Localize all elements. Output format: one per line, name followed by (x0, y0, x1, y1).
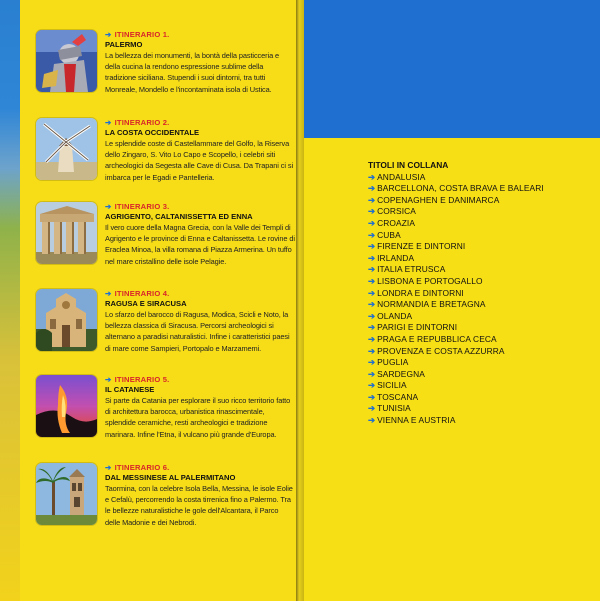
blue-header-band (304, 0, 600, 138)
arrow-right-icon: ➔ (368, 241, 376, 252)
itinerary-description: Taormina, con la celebre Isola Bella, Messina, le isole Eolie e Cefalù, percorrendo la costa tirrenica fino a Palermo. Tra le bellezze naturalistiche le gole dell'Alcantara, il Parco delle Madonie e dei Nebrodi. (105, 484, 293, 527)
arrow-right-icon: ➔ (105, 289, 112, 298)
series-title-item (368, 241, 588, 253)
arrow-right-icon: ➔ (368, 391, 376, 402)
photo-windmill (36, 118, 97, 180)
series-title-label: BARCELLONA, COSTA BRAVA E BALEARI (377, 183, 544, 194)
series-title-label: PRAGA E REPUBBLICA CECA (377, 333, 497, 344)
itinerary-label: ➔ ITINERARIO 1. (105, 30, 170, 39)
series-title-item (368, 264, 588, 276)
series-title-item (368, 183, 588, 195)
series-title-item (368, 311, 588, 323)
series-title-item (368, 369, 588, 381)
series-title-item (368, 415, 588, 427)
series-title-label: CROAZIA (377, 217, 416, 228)
arrow-right-icon: ➔ (368, 206, 376, 217)
itinerary-description: Il vero cuore della Magna Grecia, con la Valle dei Templi di Agrigento e le province di Enna e Caltanissetta. Le rovine di Eraclea Minoa, la villa romana di Piazza Armerina. Un tuffo nel mare cristallino delle isole Pelagie. (105, 223, 295, 266)
arrow-right-icon: ➔ (368, 333, 376, 344)
itinerary-description: Si parte da Catania per esplorare il suo ricco territorio fatto di architettura barocca, urbanistica rinascimentale, splendide ceramiche, resti archeologici e tradizione marinara. Infine l'Etna, il vulcano più grande d'Europa. (105, 396, 291, 439)
arrow-right-icon: ➔ (105, 463, 112, 472)
series-title-item (368, 195, 588, 207)
series-title-item (368, 380, 588, 392)
photo-etna-lava (36, 375, 97, 437)
itinerary-label: ➔ ITINERARIO 3. (105, 202, 170, 211)
arrow-right-icon: ➔ (368, 310, 376, 321)
itinerary-title: PALERMO (105, 40, 143, 49)
arrow-right-icon: ➔ (368, 217, 376, 228)
itinerary-description: Lo sfarzo del barocco di Ragusa, Modica, Scicli e Noto, la bellezza classica di Siracusa. Percorsi archeologici si alternano a paradisi naturalistici. Infine i caratteristici paesi di mare come Sampieri, Portopalo e Marzamemi. (105, 310, 290, 353)
arrow-right-icon: ➔ (105, 30, 112, 39)
series-title-label: FIRENZE E DINTORNI (377, 241, 466, 252)
arrow-right-icon: ➔ (368, 287, 376, 298)
arrow-right-icon: ➔ (368, 252, 376, 263)
series-title-item (368, 288, 588, 300)
series-title-label: IRLANDA (377, 252, 415, 263)
arrow-right-icon: ➔ (368, 368, 376, 379)
itinerary-title: DAL MESSINESE AL PALERMITANO (105, 473, 236, 482)
series-title-label: ITALIA ETRUSCA (377, 264, 446, 275)
series-title-label: PROVENZA E COSTA AZZURRA (377, 345, 505, 356)
arrow-right-icon: ➔ (368, 357, 376, 368)
arrow-right-icon: ➔ (368, 322, 376, 333)
series-title-label: TOSCANA (377, 391, 419, 402)
series-title-item (368, 172, 588, 184)
itinerary-label: ➔ ITINERARIO 4. (105, 289, 170, 298)
series-title-label: SICILIA (377, 380, 407, 391)
series-title-item (368, 322, 588, 334)
series-title-label: TUNISIA (377, 403, 411, 414)
photo-palm-and-tower (36, 463, 97, 525)
series-title-item (368, 392, 588, 404)
itinerary-title: RAGUSA E SIRACUSA (105, 299, 187, 308)
series-title-label: CUBA (377, 229, 401, 240)
series-title-item (368, 253, 588, 265)
series-title-label: PARIGI E DINTORNI (377, 322, 458, 333)
arrow-right-icon: ➔ (368, 194, 376, 205)
arrow-right-icon: ➔ (368, 299, 376, 310)
series-title-label: SARDEGNA (377, 368, 425, 379)
series-titles-list (368, 160, 588, 427)
series-title-label: LONDRA E DINTORNI (377, 287, 464, 298)
series-title-item (368, 403, 588, 415)
series-title-label: LISBONA E PORTOGALLO (377, 275, 483, 286)
arrow-right-icon: ➔ (368, 171, 376, 182)
series-title-label: NORMANDIA E BRETAGNA (377, 299, 486, 310)
series-title-item (368, 276, 588, 288)
arrow-right-icon: ➔ (368, 275, 376, 286)
itinerary-label: ➔ ITINERARIO 5. (105, 375, 170, 384)
arrow-right-icon: ➔ (368, 229, 376, 240)
series-title-label: CORSICA (377, 206, 416, 217)
arrow-right-icon: ➔ (368, 345, 376, 356)
series-title-label: COPENAGHEN E DANIMARCA (377, 194, 500, 205)
arrow-right-icon: ➔ (368, 183, 376, 194)
arrow-right-icon: ➔ (105, 375, 112, 384)
itinerary-label: ➔ ITINERARIO 2. (105, 118, 170, 127)
series-title-item (368, 230, 588, 242)
arrow-right-icon: ➔ (105, 202, 112, 211)
series-title-label: VIENNA E AUSTRIA (377, 415, 456, 426)
series-titles-heading: TITOLI IN COLLANA (368, 160, 449, 170)
series-title-item (368, 346, 588, 358)
book-spine (296, 0, 304, 601)
arrow-right-icon: ➔ (368, 415, 376, 426)
itinerary-label: ➔ ITINERARIO 6. (105, 463, 170, 472)
itinerary-title: IL CATANESE (105, 385, 155, 394)
arrow-right-icon: ➔ (105, 118, 112, 127)
series-title-item (368, 206, 588, 218)
photo-baroque-church (36, 289, 97, 351)
photo-armored-knight-puppet (36, 30, 97, 92)
arrow-right-icon: ➔ (368, 403, 376, 414)
itinerary-title: LA COSTA OCCIDENTALE (105, 128, 200, 137)
series-title-label: PUGLIA (377, 357, 409, 368)
itinerary-title: AGRIGENTO, CALTANISSETTA ED ENNA (105, 212, 253, 221)
arrow-right-icon: ➔ (368, 380, 376, 391)
series-title-item (368, 218, 588, 230)
series-title-label: ANDALUSIA (377, 171, 426, 182)
photo-greek-temple (36, 202, 97, 264)
itinerary-description: La bellezza dei monumenti, la bontà della pasticceria e della cucina la rendono espressione sublime della tradizione siciliana. Stupendi i suoi dintorni, tra tutti Monreale, Mondello e l'incontaminata isola di Ustica. (105, 51, 280, 94)
cover-edge-strip (0, 0, 20, 601)
series-title-item (368, 299, 588, 311)
arrow-right-icon: ➔ (368, 264, 376, 275)
series-title-item (368, 334, 588, 346)
series-title-item (368, 357, 588, 369)
series-title-label: OLANDA (377, 310, 413, 321)
itinerary-description: Le splendide coste di Castellammare del Golfo, la Riserva dello Zingaro, S. Vito Lo Capo e Scopello, i celebri siti archeologici da Segesta alle Cave di Cusa. Da Trapani ci si imbarca per le Egadi e Pantelleria. (105, 139, 294, 182)
